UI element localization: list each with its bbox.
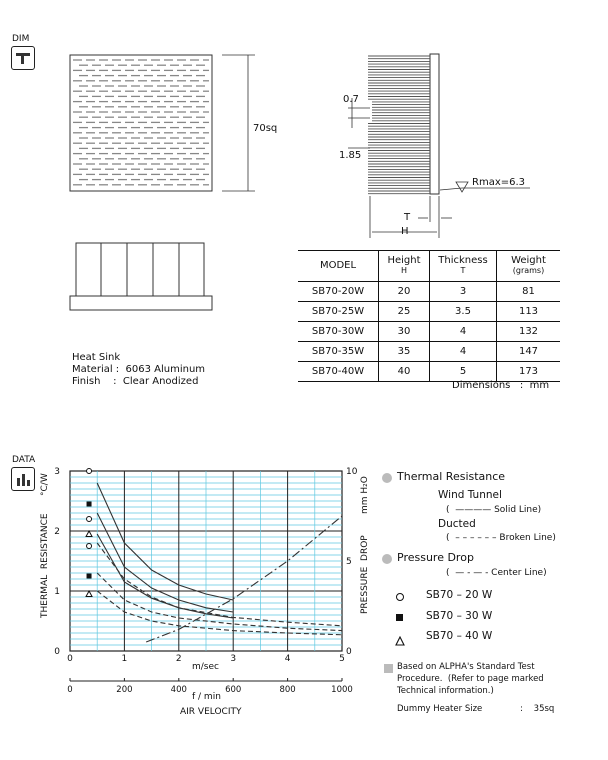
dim-h-label: H	[401, 226, 409, 237]
circle-marker-icon	[396, 593, 404, 601]
dim-185-label: 1.85	[339, 150, 362, 161]
legend-broken-line: ( – – – – – – Broken Line)	[446, 533, 556, 543]
x-top-tick-label: 4	[284, 654, 291, 664]
y-right-tick-label: 5	[346, 557, 352, 567]
rmax-label: Rmax=6.3	[472, 177, 526, 188]
x-top-tick-label: 5	[339, 654, 345, 664]
x-bottom-unit: f / min	[192, 692, 221, 702]
legend-pressure: Pressure Drop	[397, 551, 474, 564]
table-row: SB70-25W 25 3.5 113	[298, 302, 560, 322]
spec-table	[298, 250, 560, 382]
top-view	[70, 55, 212, 191]
circle-marker	[87, 469, 92, 474]
legend-note-2: Procedure. (Refer to page marked	[397, 674, 544, 684]
y-left-tick-label: 2	[54, 527, 60, 537]
table-row: SB70-30W 30 4 132	[298, 322, 560, 342]
left-unit: °C/W	[40, 473, 50, 496]
header-height: Height H	[379, 251, 430, 282]
data-tag: DATA	[12, 455, 36, 465]
legend-center-line: ( — - — - Center Line)	[446, 568, 547, 578]
legend-ducted: Ducted	[438, 518, 476, 530]
thermal-chart	[0, 440, 380, 740]
y-left-tick-label: 0	[54, 647, 60, 657]
x-bottom-tick-label: 600	[225, 685, 242, 695]
legend-heater-value: : 35sq	[520, 704, 555, 714]
units-note: Dimensions : mm	[452, 380, 550, 391]
x-bottom-tick-label: 1000	[331, 685, 353, 695]
front-view	[70, 243, 212, 310]
square-marker	[87, 574, 92, 579]
x-top-unit: m/sec	[192, 662, 219, 672]
thermal-bullet-icon	[382, 473, 392, 483]
table-header-row	[298, 251, 560, 282]
table-row: SB70-35W 35 4 147	[298, 342, 560, 362]
legend-model-20: SB70 – 20 W	[426, 589, 493, 601]
y-left-tick-label: 3	[54, 467, 60, 477]
x-top-tick-label: 1	[121, 654, 128, 664]
square-marker	[87, 502, 92, 507]
material-line-1: Heat Sink	[72, 352, 121, 363]
header-weight: Weight (grams)	[497, 251, 561, 282]
x-bottom-tick-label: 0	[67, 685, 73, 695]
table-row: SB70-20W 20 3 81	[298, 282, 560, 302]
x-top-tick-label: 0	[67, 654, 73, 664]
x-bottom-tick-label: 800	[279, 685, 296, 695]
dim-t-label: T	[404, 212, 411, 223]
circle-marker	[87, 544, 92, 549]
right-unit: mm H₂O	[360, 476, 370, 514]
note-square-icon	[384, 664, 393, 673]
pressure-bullet-icon	[382, 554, 392, 564]
y-right-tick-label: 0	[346, 647, 352, 657]
legend-model-40: SB70 – 40 W	[426, 630, 493, 642]
legend-note-3: Technical information.)	[397, 686, 494, 696]
x-bottom-tick-label: 400	[170, 685, 187, 695]
x-axis-label: AIR VELOCITY	[180, 707, 242, 717]
square-marker-icon	[396, 614, 403, 621]
table-row: SB70-40W 40 5 173	[298, 362, 560, 382]
legend-note-1: Based on ALPHA's Standard Test	[397, 662, 535, 672]
x-top-tick-label: 3	[230, 654, 237, 664]
y-right-tick-label: 10	[346, 467, 358, 477]
side-view	[368, 54, 439, 194]
dim-70sq-label: 70sq	[253, 123, 278, 134]
legend-wind-tunnel: Wind Tunnel	[438, 489, 502, 501]
material-line-2: Material : 6063 Aluminum	[72, 364, 206, 375]
y-left-tick-label: 1	[54, 587, 60, 597]
left-axis-label: THERMAL RESISTANCE	[40, 513, 50, 618]
x-bottom-tick-label: 200	[116, 685, 133, 695]
legend-solid-line: ( ———— Solid Line)	[446, 505, 542, 515]
legend-model-30: SB70 – 30 W	[426, 610, 493, 622]
right-axis-label: PRESSURE DROP	[360, 535, 370, 614]
header-model: MODEL	[319, 260, 357, 271]
material-line-3: Finish : Clear Anodized	[72, 376, 199, 387]
legend-thermal: Thermal Resistance	[397, 470, 506, 483]
dim-07-label: 0.7	[343, 94, 359, 105]
x-top-tick-label: 2	[175, 654, 182, 664]
triangle-marker-icon	[395, 631, 405, 650]
circle-marker	[87, 517, 92, 522]
header-thickness: Thickness T	[430, 251, 497, 282]
legend	[382, 470, 604, 720]
legend-heater-label: Dummy Heater Size	[397, 704, 483, 714]
dim-tag: DIM	[12, 34, 30, 44]
